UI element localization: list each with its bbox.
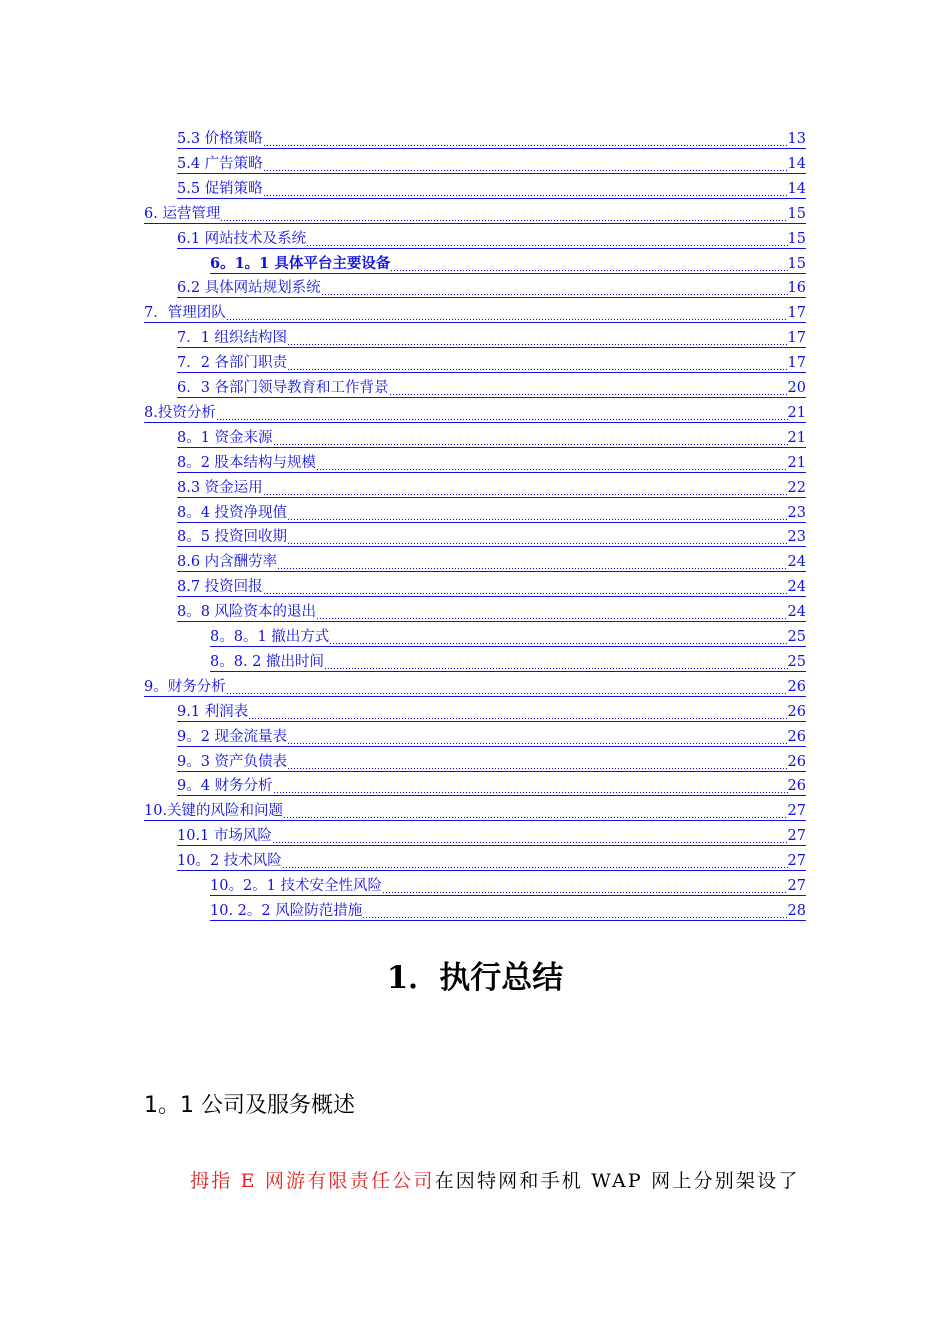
toc-entry-label: 9.1 利润表	[177, 703, 249, 720]
toc-entry-label: 9。2 现金流量表	[177, 728, 288, 745]
toc-entry-page: 20	[787, 380, 806, 396]
toc-entry[interactable]	[210, 896, 806, 921]
toc-entry-label: 6。1。1 具体平台主要设备	[210, 254, 391, 272]
company-name: 拇指 E 网游有限责任公司	[190, 1170, 435, 1192]
toc-entry[interactable]	[210, 647, 806, 672]
toc-entry[interactable]	[177, 473, 806, 498]
toc-leader-dots	[321, 283, 788, 298]
toc-leader-dots	[390, 259, 787, 274]
toc-entry-page: 26	[787, 728, 806, 745]
toc-leader-dots	[273, 433, 788, 448]
toc-entry-page: 17	[787, 305, 806, 322]
toc-entry-label: 8。8。1 撤出方式	[210, 629, 330, 645]
toc-leader-dots	[272, 831, 788, 846]
toc-entry-page: 15	[787, 230, 806, 247]
toc-entry-label: 5.3 价格策略	[177, 131, 263, 147]
toc-entry-label: 6. 运营管理	[144, 205, 221, 222]
toc-entry[interactable]	[177, 448, 806, 473]
toc-entry[interactable]	[177, 522, 806, 547]
toc-entry[interactable]	[177, 273, 806, 298]
toc-leader-dots	[263, 582, 788, 597]
toc-leader-dots	[287, 757, 787, 772]
toc-leader-dots	[283, 806, 787, 821]
toc-entry-label: 10. 2。2 风险防范措施	[210, 902, 363, 919]
toc-leader-dots	[263, 159, 788, 174]
toc-entry-label: 10.1 市场风险	[177, 828, 272, 845]
toc-entry-label: 8。1 资金来源	[177, 429, 273, 446]
toc-entry-label: 7．管理团队	[144, 305, 226, 322]
toc-entry[interactable]	[210, 249, 806, 274]
toc-entry[interactable]	[177, 373, 806, 398]
toc-entry-page: 23	[787, 504, 806, 521]
toc-entry-label: 10.关键的风险和问题	[144, 803, 284, 820]
toc-entry[interactable]	[177, 423, 806, 448]
toc-leader-dots	[287, 508, 787, 523]
toc-entry[interactable]	[144, 398, 806, 423]
toc-entry[interactable]	[177, 323, 806, 348]
toc-entry-page: 16	[787, 280, 806, 297]
toc-entry-label: 8.投资分析	[144, 404, 216, 421]
toc-entry-label: 8.7 投资回报	[177, 579, 263, 596]
toc-entry[interactable]	[177, 572, 806, 597]
toc-entry-label: 6．3 各部门领导教育和工作背景	[177, 380, 389, 396]
toc-leader-dots	[329, 632, 787, 647]
toc-entry-page: 27	[787, 803, 806, 820]
toc-entry[interactable]	[177, 597, 806, 622]
toc-entry-label: 9。3 资产负债表	[177, 753, 288, 770]
toc-entry-page: 28	[787, 902, 806, 919]
toc-entry-page: 26	[787, 703, 806, 720]
toc-leader-dots	[277, 557, 787, 572]
toc-entry[interactable]	[177, 224, 806, 249]
toc-leader-dots	[287, 732, 787, 747]
toc-entry-label: 5.4 广告策略	[177, 155, 263, 172]
toc-entry-page: 13	[787, 131, 806, 147]
toc-leader-dots	[389, 383, 788, 398]
toc-entry-label: 8.3 资金运用	[177, 479, 263, 496]
toc-entry-page: 22	[787, 479, 806, 496]
toc-leader-dots	[226, 682, 788, 697]
toc-leader-dots	[282, 856, 788, 871]
toc-entry[interactable]	[177, 747, 806, 772]
toc-entry[interactable]	[210, 622, 806, 647]
toc-entry-label: 8。8. 2 撤出时间	[210, 653, 325, 670]
toc-entry-label: 8。5 投资回收期	[177, 529, 288, 546]
toc-entry-label: 9。4 财务分析	[177, 778, 273, 795]
body-paragraph	[190, 1166, 800, 1193]
toc-entry[interactable]	[144, 199, 806, 224]
toc-entry-page: 24	[787, 554, 806, 571]
toc-leader-dots	[306, 234, 787, 249]
toc-entry[interactable]	[177, 697, 806, 722]
toc-entry-page: 21	[787, 429, 806, 446]
toc-leader-dots	[362, 906, 787, 921]
toc-entry[interactable]	[177, 124, 806, 149]
toc-leader-dots	[220, 209, 787, 224]
toc-leader-dots	[263, 483, 788, 498]
toc-entry-page: 26	[787, 753, 806, 770]
toc-leader-dots	[263, 184, 788, 199]
toc-entry-page: 23	[787, 529, 806, 546]
toc-entry[interactable]	[177, 846, 806, 871]
toc-entry-page: 27	[787, 878, 806, 894]
section-heading: 1。1 公司及服务概述	[144, 1093, 355, 1118]
toc-leader-dots	[287, 532, 787, 547]
toc-entry-page: 26	[787, 678, 806, 695]
toc-entry[interactable]	[144, 672, 806, 697]
toc-leader-dots	[287, 333, 787, 348]
toc-entry[interactable]	[177, 771, 806, 796]
paragraph-text: 在因特网和手机 WAP 网上分别架设了	[434, 1170, 800, 1192]
toc-entry[interactable]	[177, 547, 806, 572]
toc-entry-page: 25	[787, 653, 806, 670]
toc-entry[interactable]	[177, 174, 806, 199]
toc-entry[interactable]	[177, 348, 806, 373]
toc-leader-dots	[248, 707, 787, 722]
toc-entry-label: 5.5 促销策略	[177, 180, 263, 197]
toc-entry-label: 7．1 组织结构图	[177, 330, 288, 347]
toc-entry-page: 24	[787, 604, 806, 621]
toc-entry[interactable]	[177, 498, 806, 523]
toc-entry-label: 7．2 各部门职责	[177, 355, 288, 372]
toc-entry-label: 8。4 投资净现值	[177, 504, 288, 521]
toc-leader-dots	[216, 408, 788, 423]
toc-entry-page: 17	[787, 355, 806, 372]
toc-entry[interactable]	[177, 149, 806, 174]
toc-entry[interactable]	[144, 796, 806, 821]
toc-leader-dots	[287, 358, 787, 373]
toc-entry-label: 10。2。1 技术安全性风险	[210, 878, 383, 894]
toc-entry-page: 27	[787, 853, 806, 870]
toc-entry-page: 14	[787, 155, 806, 172]
toc-leader-dots	[324, 657, 788, 672]
toc-entry-label: 6.2 具体网站规划系统	[177, 280, 321, 297]
toc-entry-label: 8。2 股本结构与规模	[177, 454, 317, 471]
toc-entry[interactable]	[177, 722, 806, 747]
toc-entry-label: 8.6 内含酬劳率	[177, 554, 278, 571]
toc-entry-page: 26	[787, 778, 806, 795]
toc-entry-label: 6.1 网站技术及系统	[177, 230, 307, 247]
toc-leader-dots	[316, 458, 787, 473]
toc-entry[interactable]	[210, 871, 806, 896]
toc-entry-label: 8。8 风险资本的退出	[177, 604, 317, 621]
toc-entry-page: 21	[787, 454, 806, 471]
toc-entry-page: 17	[787, 330, 806, 347]
toc-entry[interactable]	[144, 298, 806, 323]
toc-entry[interactable]	[177, 821, 806, 846]
toc-entry-label: 10。2 技术风险	[177, 853, 282, 870]
toc-leader-dots	[273, 781, 788, 796]
toc-entry-page: 15	[787, 205, 806, 222]
toc-entry-page: 14	[787, 180, 806, 197]
toc-entry-page: 25	[787, 629, 806, 645]
toc-entry-label: 9。财务分析	[144, 678, 226, 695]
chapter-heading: 1．执行总结	[386, 960, 564, 996]
toc-leader-dots	[226, 308, 788, 323]
toc-entry-page: 24	[787, 579, 806, 596]
toc-leader-dots	[316, 607, 787, 622]
toc-leader-dots	[382, 881, 788, 896]
toc-leader-dots	[263, 134, 788, 149]
toc-entry-page: 27	[787, 828, 806, 845]
toc-entry-page: 21	[787, 404, 806, 421]
toc-entry-page: 15	[787, 255, 806, 272]
